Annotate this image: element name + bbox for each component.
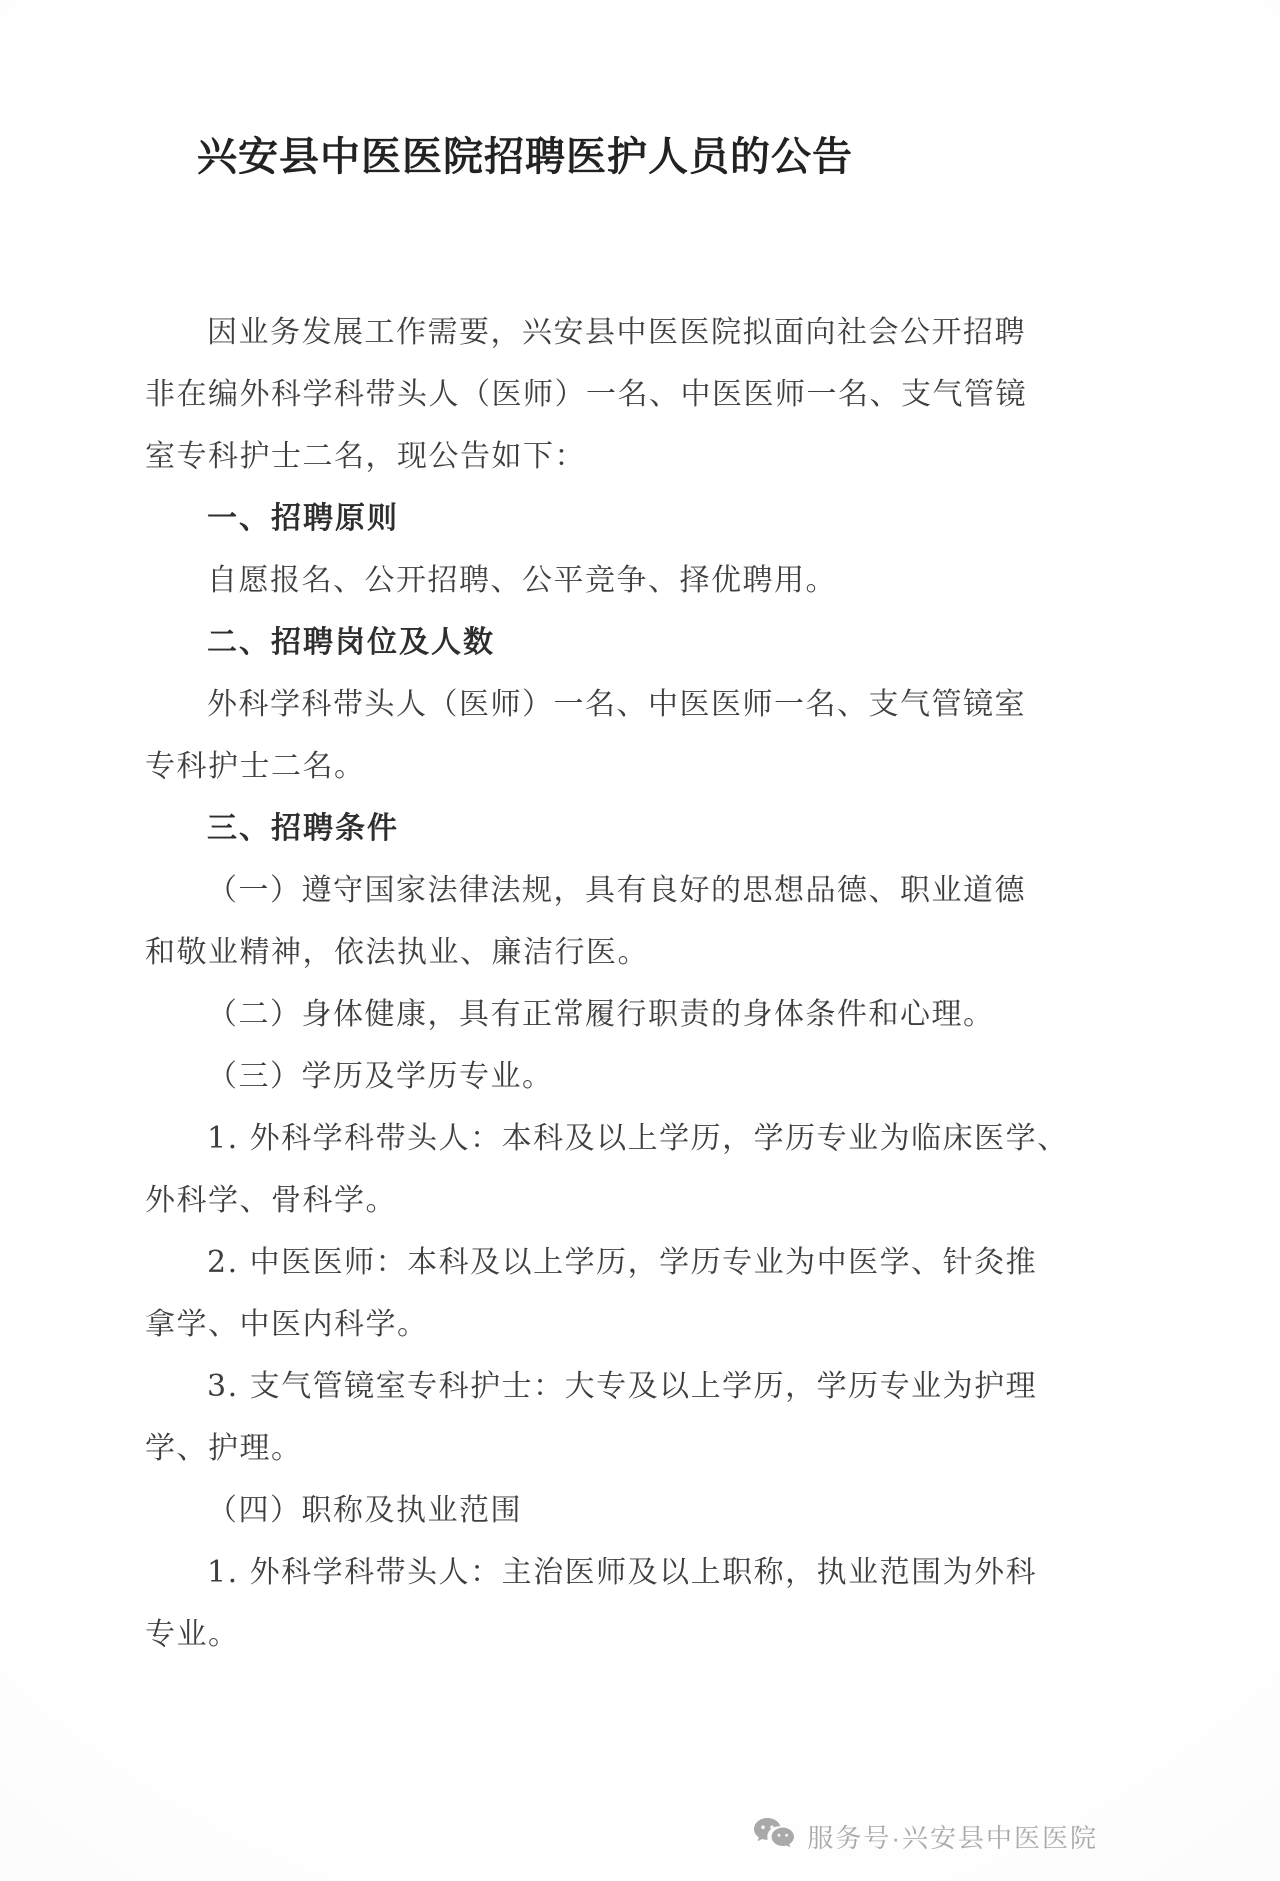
document-line: 自愿报名、公开招聘、公平竞争、择优聘用。 bbox=[207, 563, 837, 598]
document-line: （三）学历及学历专业。 bbox=[207, 1059, 554, 1094]
document-line: 3. 支气管镜室专科护士：大专及以上学历，学历专业为护理 bbox=[207, 1369, 1038, 1404]
document-line: 2. 中医医师：本科及以上学历，学历专业为中医学、针灸推 bbox=[207, 1245, 1038, 1280]
document-line: 外科学科带头人（医师）一名、中医医师一名、支气管镜室 bbox=[207, 687, 1026, 722]
section-heading: 三、招聘条件 bbox=[207, 812, 399, 845]
document-line: 室专科护士二名，现公告如下： bbox=[145, 439, 586, 474]
document-line: （二）身体健康，具有正常履行职责的身体条件和心理。 bbox=[207, 997, 995, 1032]
section-heading: 一、招聘原则 bbox=[207, 502, 399, 535]
document-line: 和敬业精神，依法执业、廉洁行医。 bbox=[145, 935, 649, 970]
document-line: 1. 外科学科带头人：本科及以上学历，学历专业为临床医学、 bbox=[207, 1121, 1069, 1156]
document-line: 学、护理。 bbox=[145, 1431, 303, 1466]
document-body bbox=[145, 302, 1069, 1666]
document-line: （一）遵守国家法律法规，具有良好的思想品德、职业道德 bbox=[207, 873, 1026, 908]
document-title: 兴安县中医医院招聘医护人员的公告 bbox=[197, 133, 853, 180]
document-line: 1. 外科学科带头人：主治医师及以上职称，执业范围为外科 bbox=[207, 1555, 1038, 1590]
wechat-account-label: 服务号·兴安县中医医院 bbox=[807, 1822, 1098, 1853]
wechat-watermark bbox=[753, 1817, 1098, 1855]
document-line: 拿学、中医内科学。 bbox=[145, 1307, 429, 1342]
document-line: 非在编外科学科带头人（医师）一名、中医医师一名、支气管镜 bbox=[145, 377, 1027, 412]
document bbox=[0, 128, 1280, 1666]
document-line: 专科护士二名。 bbox=[145, 749, 366, 784]
wechat-icon bbox=[753, 1817, 795, 1855]
section-heading: 二、招聘岗位及人数 bbox=[207, 626, 495, 659]
document-line: 外科学、骨科学。 bbox=[145, 1183, 397, 1218]
document-line: 因业务发展工作需要，兴安县中医医院拟面向社会公开招聘 bbox=[207, 315, 1026, 350]
document-line: （四）职称及执业范围 bbox=[207, 1493, 522, 1528]
document-line: 专业。 bbox=[145, 1617, 240, 1652]
